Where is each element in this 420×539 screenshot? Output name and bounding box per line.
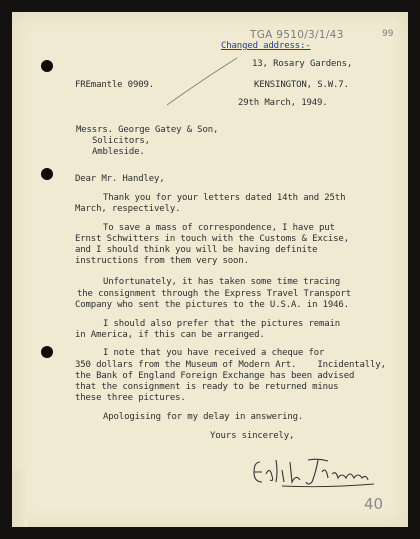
body-line: Apologising for my delay in answering. — [103, 412, 304, 422]
body-line: that the consignment is ready to be returned minus — [75, 382, 339, 392]
punch-hole-middle — [41, 168, 53, 180]
body-line: 350 dollars from the Museum of Modern Art. Incidentally, — [75, 360, 386, 370]
body-line: I should also prefer that the pictures remain — [103, 319, 341, 329]
body-line: To save a mass of correspondence, I have put — [103, 223, 335, 233]
signature — [246, 452, 376, 492]
pencil-mark — [162, 50, 242, 110]
body-line: Company who sent the pictures to the U.S.A. in 1946. — [75, 300, 349, 310]
body-line: I note that you have received a cheque for — [103, 348, 325, 358]
recipient-line-2: Solicitors, — [92, 136, 150, 146]
body-line: Ernst Schwitters in touch with the Customs & Excise, — [75, 234, 349, 244]
body-line: Unfortunately, it has taken some time tracing — [103, 277, 341, 287]
letter-page — [12, 12, 408, 527]
body-line: Thank you for your letters dated 14th and 25th — [103, 193, 346, 203]
letter-date: 29th March, 1949. — [238, 98, 328, 108]
punch-hole-top — [41, 60, 53, 72]
address-city: KENSINGTON, S.W.7. — [254, 80, 349, 90]
page-edge-shadow — [12, 470, 28, 527]
address-street: 13, Rosary Gardens, — [252, 59, 353, 69]
changed-address-label: Changed address:- — [221, 41, 311, 51]
body-line: the Bank of England Foreign Exchange has been advised — [75, 371, 355, 381]
body-line: and I should think you will be having definite — [75, 245, 318, 255]
archive-reference: TGA 9510/3/1/43 — [250, 29, 344, 41]
body-line: in America, if this can be arranged. — [75, 330, 265, 340]
archive-folio: 99 — [382, 29, 394, 39]
page-number: 40 — [364, 495, 384, 513]
body-line: the consignment through the Express Travel Transport — [77, 289, 351, 299]
phone-number: FREmantle 0909. — [75, 80, 155, 90]
punch-hole-bottom — [41, 346, 53, 358]
body-line: these three pictures. — [75, 393, 186, 403]
recipient-line-1: Messrs. George Gatey & Son, — [76, 125, 219, 135]
recipient-line-3: Ambleside. — [92, 147, 145, 157]
closing: Yours sincerely, — [210, 431, 295, 441]
body-line: March, respectively. — [75, 204, 181, 214]
body-line: instructions from them very soon. — [75, 256, 249, 266]
salutation: Dear Mr. Handley, — [75, 174, 165, 184]
